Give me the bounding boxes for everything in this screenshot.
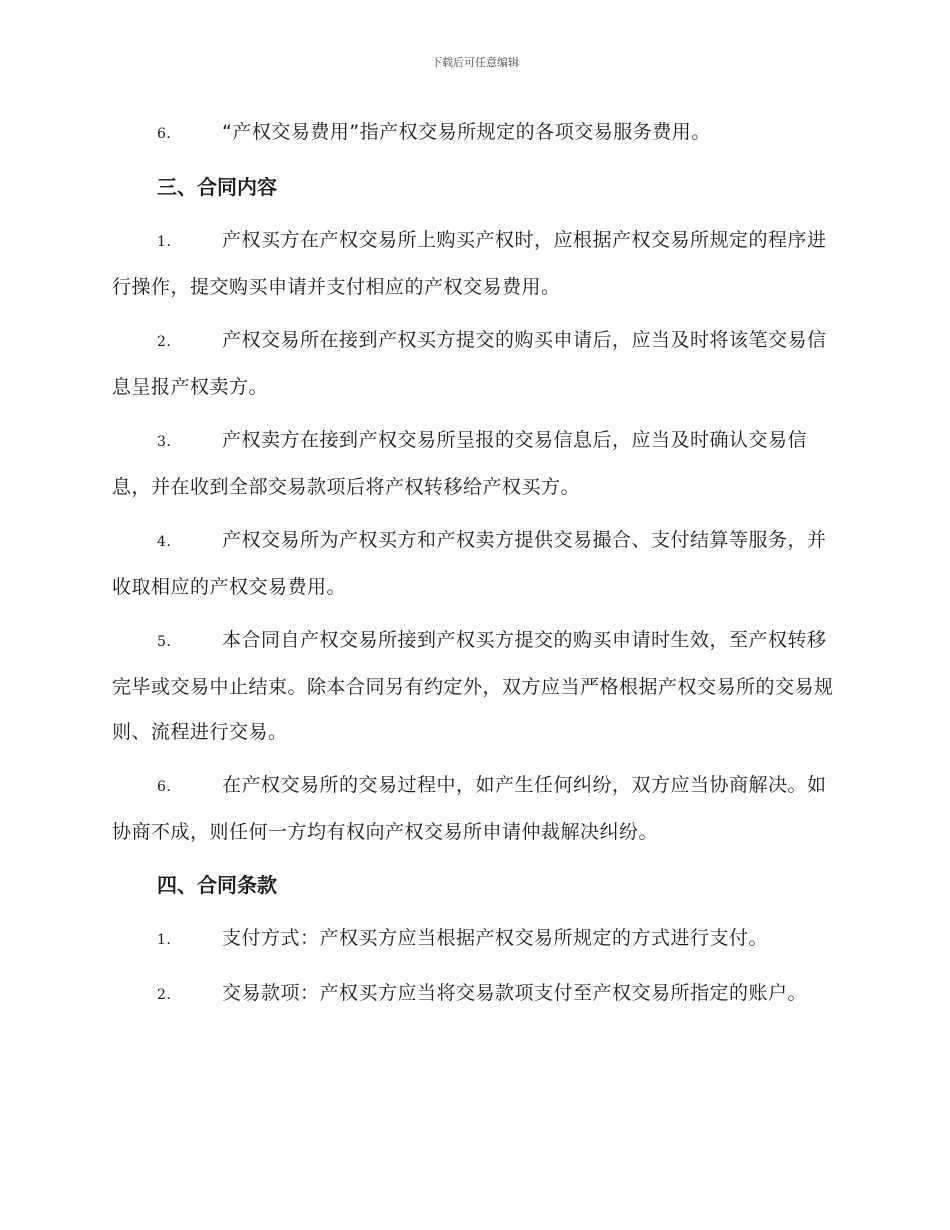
clause-text: 产权卖方在接到产权交易所呈报的交易信息后，应当及时确认交易信息，并在收到全部交易款项后将产权转移给产权买方。 bbox=[112, 429, 808, 498]
clause-3-4 bbox=[112, 518, 837, 610]
clause-text: 产权买方在产权交易所上购买产权时，应根据产权交易所规定的程序进行操作，提交购买申请并支付相应的产权交易费用。 bbox=[112, 229, 827, 298]
clause-number: 6. bbox=[157, 779, 172, 795]
clause-3-1 bbox=[112, 218, 837, 310]
section-heading-3: 三、合同内容 bbox=[157, 175, 277, 199]
clause-number: 2. bbox=[157, 987, 172, 1003]
clause-3-3 bbox=[112, 418, 837, 510]
clause-number: 4. bbox=[157, 534, 172, 550]
clause-number: 3. bbox=[157, 434, 172, 450]
clause-4-1 bbox=[112, 916, 837, 963]
page-header: 下载后可任意编辑 bbox=[431, 56, 519, 69]
clause-text: “产权交易费用”指产权交易所规定的各项交易服务费用。 bbox=[222, 121, 711, 143]
clause-number: 6. bbox=[157, 126, 172, 142]
clause-3-2 bbox=[112, 318, 837, 410]
clause-2-6 bbox=[112, 110, 837, 157]
clause-4-2 bbox=[112, 971, 837, 1018]
document-body bbox=[112, 110, 837, 1026]
clause-text: 在产权交易所的交易过程中，如产生任何纠纷，双方应当协商解决。如协商不成，则任何一方均有权向产权交易所申请仲裁解决纠纷。 bbox=[112, 774, 827, 843]
clause-number: 2. bbox=[157, 334, 172, 350]
clause-3-5 bbox=[112, 618, 837, 755]
clause-3-6 bbox=[112, 763, 837, 855]
clause-text: 交易款项：产权买方应当将交易款项支付至产权交易所指定的账户。 bbox=[222, 982, 808, 1004]
clause-number: 1. bbox=[157, 932, 172, 948]
clause-text: 产权交易所在接到产权买方提交的购买申请后，应当及时将该笔交易信息呈报产权卖方。 bbox=[112, 329, 827, 398]
section-heading-4: 四、合同条款 bbox=[157, 873, 277, 897]
clause-number: 1. bbox=[157, 234, 172, 250]
clause-text: 支付方式：产权买方应当根据产权交易所规定的方式进行支付。 bbox=[222, 927, 769, 949]
clause-text: 产权交易所为产权买方和产权卖方提供交易撮合、支付结算等服务，并收取相应的产权交易费用。 bbox=[112, 529, 827, 598]
clause-number: 5. bbox=[157, 634, 172, 650]
clause-text: 本合同自产权交易所接到产权买方提交的购买申请时生效，至产权转移完毕或交易中止结束。除本合同另有约定外，双方应当严格根据产权交易所的交易规则、流程进行交易。 bbox=[112, 629, 834, 743]
